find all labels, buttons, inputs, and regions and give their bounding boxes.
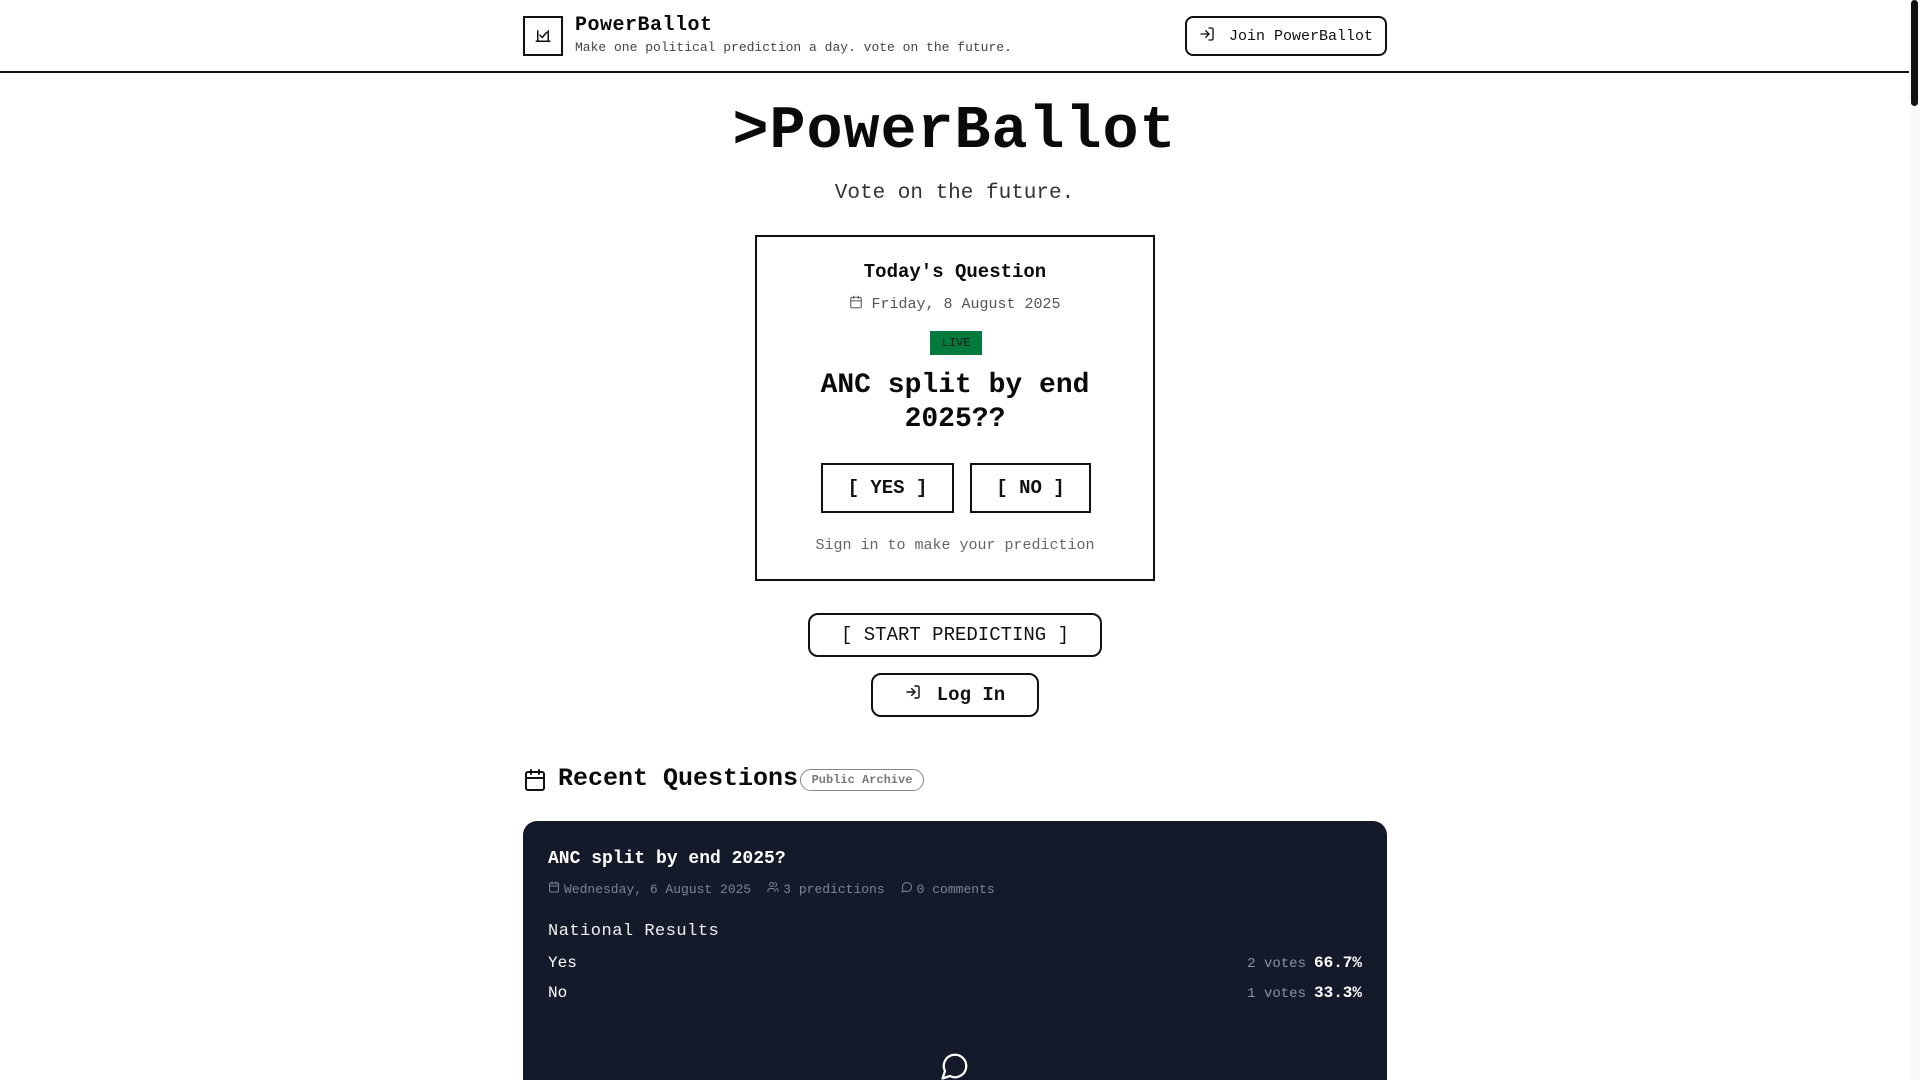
public-archive-badge: Public Archive <box>800 769 924 791</box>
result-values <box>1247 954 1362 972</box>
national-results-heading: National Results <box>548 922 720 941</box>
live-status-badge: LIVE <box>930 331 982 355</box>
recent-questions-title: Recent Questions <box>558 764 799 793</box>
login-button-label: Log In <box>936 684 1006 706</box>
meta-predictions <box>767 881 884 897</box>
meta-date <box>548 881 751 897</box>
result-row <box>548 952 1362 974</box>
meta-comments <box>901 881 995 897</box>
question-date <box>757 295 1153 314</box>
page-scrollbar[interactable] <box>1909 0 1920 1080</box>
calendar-icon <box>849 295 863 314</box>
calendar-icon <box>548 881 560 897</box>
result-percent: 66.7% <box>1313 954 1362 972</box>
vote-no-button[interactable]: [ NO ] <box>970 463 1091 513</box>
signin-hint: Sign in to make your prediction <box>815 537 1095 554</box>
todays-question-card <box>755 235 1155 581</box>
hero-title: >PowerBallot <box>732 98 1177 166</box>
login-arrow-icon <box>905 684 921 706</box>
join-button[interactable] <box>1185 16 1387 56</box>
question-date-text: Friday, 8 August 2025 <box>871 296 1061 313</box>
result-option: No <box>548 984 568 1002</box>
question-text: ANC split by end 2025?? <box>820 370 1090 435</box>
meta-comments-text: 0 comments <box>916 881 995 897</box>
result-row <box>548 982 1362 1004</box>
result-votes: 2 votes <box>1247 956 1306 972</box>
top-header <box>0 0 1909 73</box>
meta-predictions-text: 3 predictions <box>783 881 885 897</box>
comment-bubble-icon[interactable] <box>940 1051 970 1080</box>
brand-title[interactable]: PowerBallot <box>575 14 713 37</box>
result-percent: 33.3% <box>1313 984 1362 1002</box>
result-votes: 1 votes <box>1247 986 1306 1002</box>
result-values <box>1247 984 1362 1002</box>
calendar-icon <box>523 768 547 797</box>
comment-icon <box>901 881 913 897</box>
brand-subtitle: Make one political prediction a day. vote on the future. <box>575 40 1012 55</box>
login-button[interactable] <box>871 673 1039 717</box>
archive-question-card[interactable] <box>523 821 1387 1080</box>
hero-subtitle: Vote on the future. <box>834 182 1075 205</box>
users-icon <box>767 881 779 897</box>
join-button-label: Join PowerBallot <box>1228 27 1374 45</box>
meta-date-text: Wednesday, 6 August 2025 <box>564 881 752 897</box>
logo-ballot-icon[interactable] <box>523 16 563 56</box>
vote-yes-button[interactable]: [ YES ] <box>821 463 954 513</box>
result-option: Yes <box>548 954 577 972</box>
archive-question-title[interactable]: ANC split by end 2025? <box>548 849 786 869</box>
scrollbar-thumb[interactable] <box>1911 0 1918 106</box>
archive-question-meta <box>548 881 995 897</box>
todays-question-heading: Today's Question <box>863 261 1047 283</box>
start-predicting-button[interactable]: [ START PREDICTING ] <box>808 613 1102 657</box>
login-arrow-icon <box>1199 26 1215 47</box>
